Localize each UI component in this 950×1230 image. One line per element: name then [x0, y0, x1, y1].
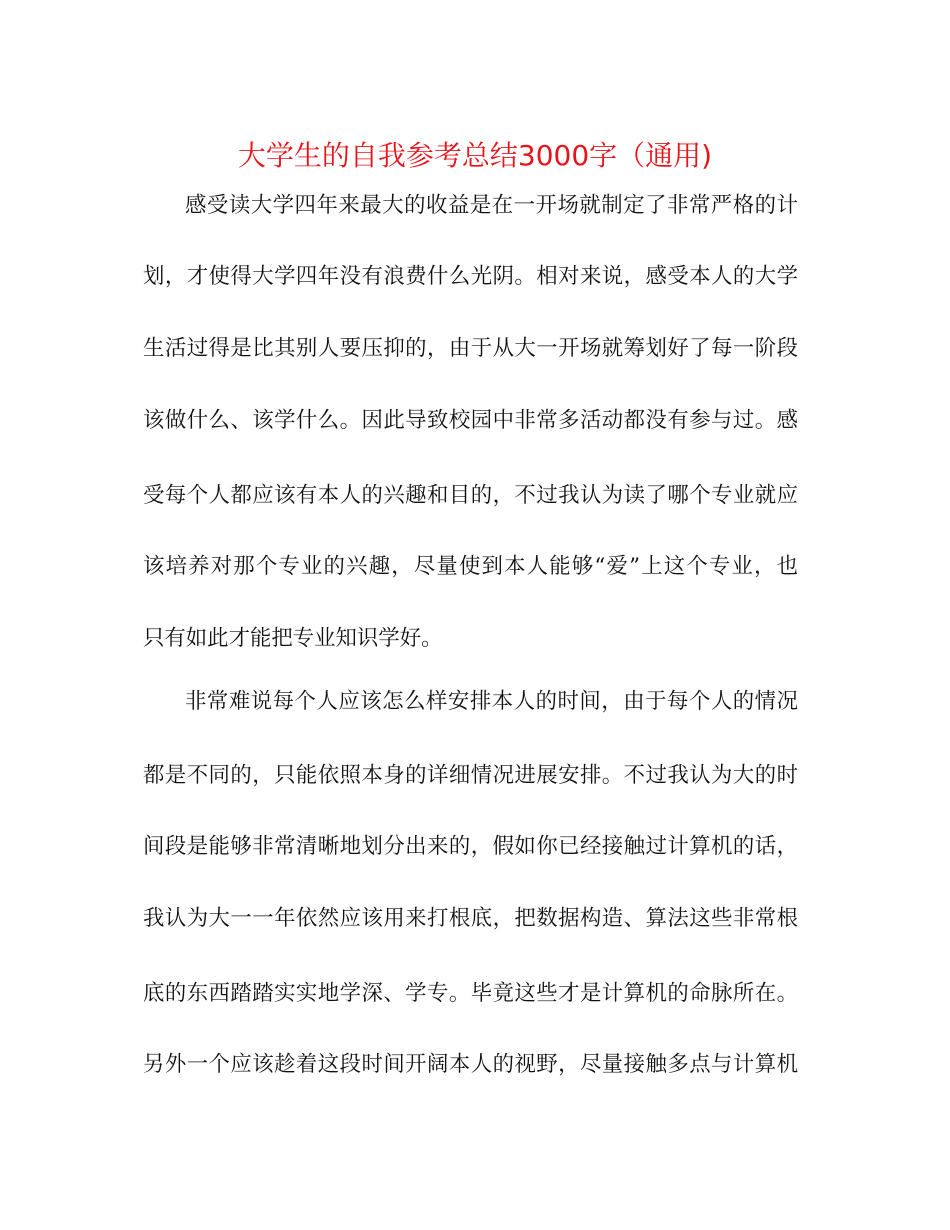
paragraph-1-line-6: 该培养对那个专业的兴趣，尽量使到本人能够“爱”上这个专业，也: [143, 554, 798, 579]
paragraph-2-line-3: 间段是能够非常清晰地划分出来的，假如你已经接触过计算机的话，: [143, 834, 798, 859]
paragraph-2-line-4: 我认为大一一年依然应该用来打根底，把数据构造、算法这些非常根: [143, 906, 798, 931]
paragraph-1-line-1: 感受读大学四年来最大的收益是在一开场就制定了非常严格的计: [185, 193, 798, 218]
paragraph-1-line-7: 只有如此才能把专业知识学好。: [143, 626, 443, 651]
paragraph-1-line-2: 划，才使得大学四年没有浪费什么光阴。相对来说，感受本人的大学: [143, 264, 798, 289]
paragraph-2-line-6: 另外一个应该趁着这段时间开阔本人的视野，尽量接触多点与计算机: [143, 1052, 798, 1077]
paragraph-1-line-4: 该做什么、该学什么。因此导致校园中非常多活动都没有参与过。感: [143, 408, 798, 433]
paragraph-2-line-5: 底的东西踏踏实实地学深、学专。毕竟这些才是计算机的命脉所在。: [143, 981, 798, 1006]
paragraph-2-line-1: 非常难说每个人应该怎么样安排本人的时间，由于每个人的情况: [185, 689, 798, 714]
paragraph-1-line-5: 受每个人都应该有本人的兴趣和目的，不过我认为读了哪个专业就应: [143, 483, 798, 508]
paragraph-1-line-3: 生活过得是比其别人要压抑的，由于从大一开场就筹划好了每一阶段: [143, 336, 798, 361]
document-title: 大学生的自我参考总结3000字（通用): [237, 139, 713, 172]
paragraph-2-line-2: 都是不同的，只能依照本身的详细情况进展安排。不过我认为大的时: [143, 763, 798, 788]
